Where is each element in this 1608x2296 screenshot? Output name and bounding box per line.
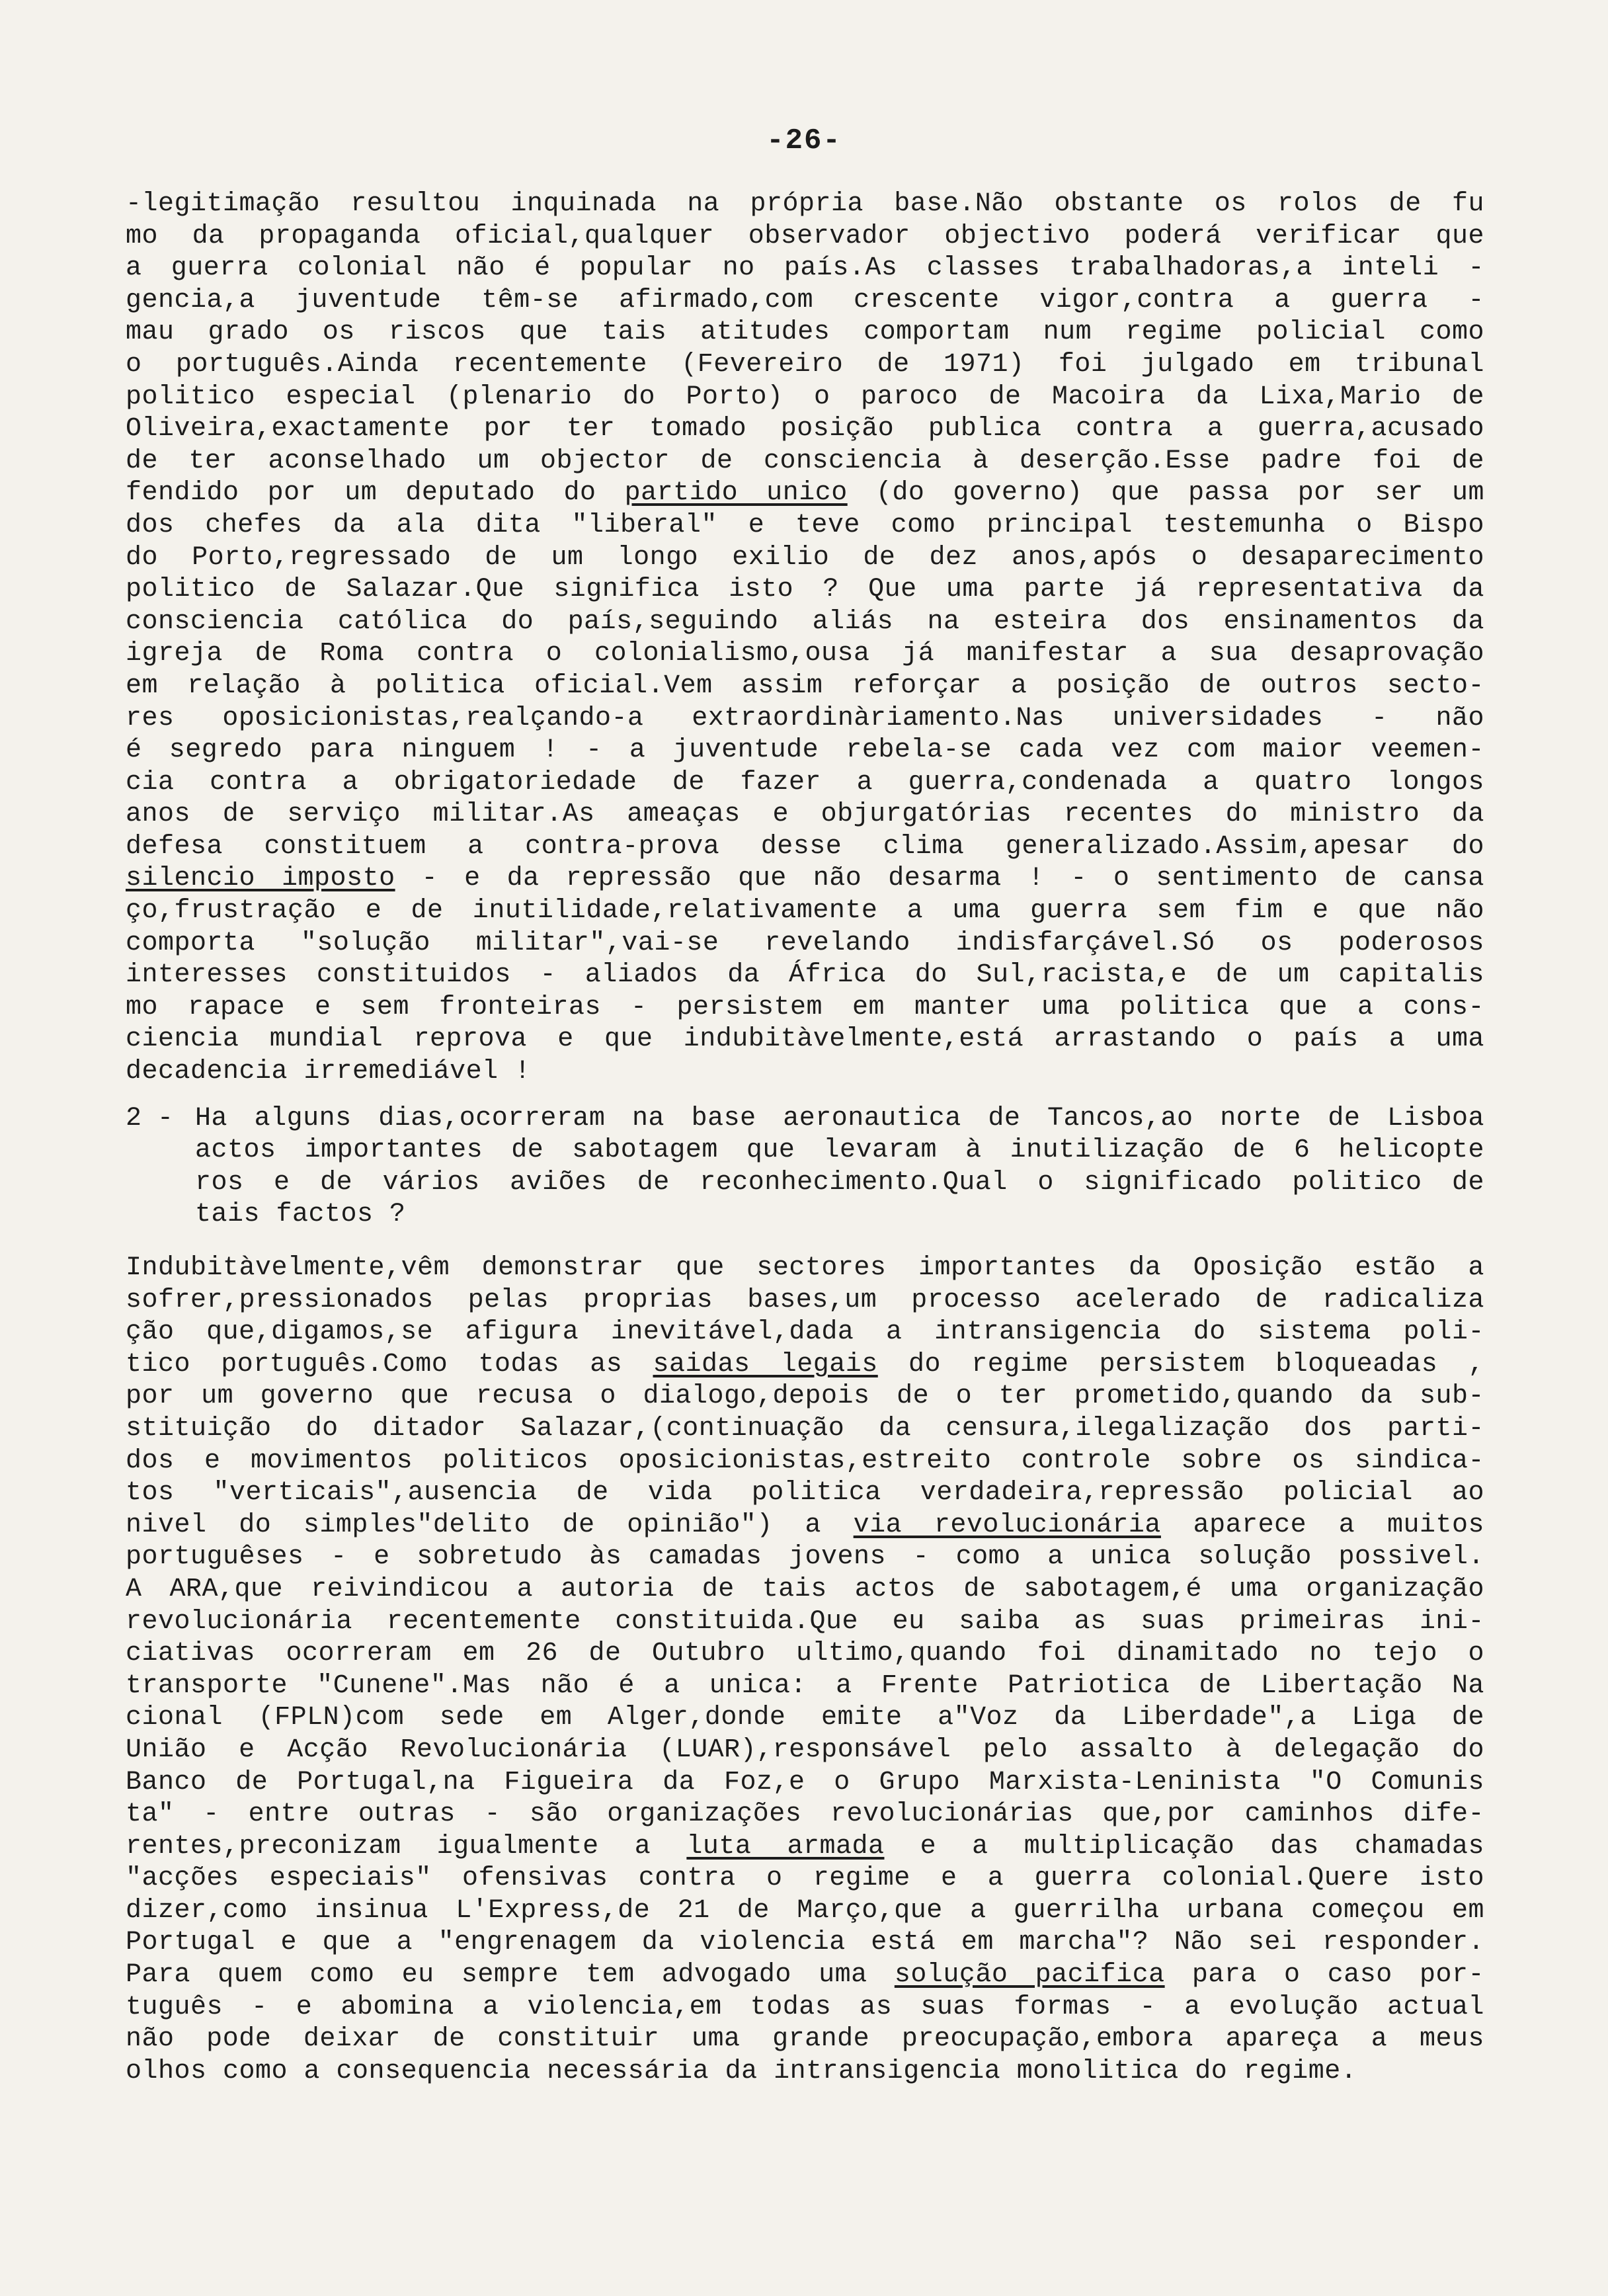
paragraph-1 [126, 188, 1484, 1088]
text-line: tuguês - e abomina a violencia,em todas as suas formas - a evolução actual [126, 1992, 1484, 2022]
text-line: ta" - entre outras - são organizações revolucionárias que,por caminhos dife- [126, 1799, 1484, 1830]
question-2 [126, 1103, 1484, 1231]
text-line: não pode deixar de constituir uma grande preocupação,embora apareça a meus [126, 2024, 1484, 2055]
text-line: res oposicionistas,realçando-a extraordinàriamento.Nas universidades - não [126, 703, 1484, 733]
text-line: tais factos ? [195, 1200, 406, 1230]
text-line: comporta "solução militar",vai-se revelando indisfarçável.Só os poderosos [126, 928, 1484, 958]
text-line: stituição do ditador Salazar,(continuação da censura,ilegalização dos parti- [126, 1413, 1484, 1444]
paragraph-3 [126, 1252, 1484, 2088]
text-line: é segredo para ninguem ! - a juventude rebela-se cada vez com maior veemen- [126, 735, 1484, 766]
text-line: anos de serviço militar.As ameaças e objurgatórias recentes do ministro da [126, 800, 1484, 830]
text-line: silencio imposto - e da repressão que não desarma ! - o sentimento de cansa [126, 864, 1484, 894]
text-line: decadencia irremediável ! [126, 1057, 531, 1087]
text-line: Oliveira,exactamente por ter tomado posição publica contra a guerra,acusado [126, 414, 1484, 444]
text-line: politico especial (plenario do Porto) o paroco de Macoira da Lixa,Mario de [126, 382, 1484, 412]
text-line: transporte "Cunene".Mas não é a unica: a Frente Patriotica de Libertação Na [126, 1670, 1484, 1701]
text-line: dos e movimentos politicos oposicionistas,estreito controle sobre os sindica- [126, 1446, 1484, 1476]
text-line: "acções especiais" ofensivas contra o regime e a guerra colonial.Quere isto [126, 1864, 1484, 1894]
text-line: União e Acção Revolucionária (LUAR),responsável pelo assalto à delegação do [126, 1735, 1484, 1765]
text-line: defesa constituem a contra-prova desse clima generalizado.Assim,apesar do [126, 831, 1484, 862]
text-line: revolucionária recentemente constituida.Que eu saiba as suas primeiras ini- [126, 1606, 1484, 1637]
text-line: sofrer,pressionados pelas proprias bases,um processo acelerado de radicaliza [126, 1285, 1484, 1315]
text-line: tico português.Como todas as saidas legais do regime persistem bloqueadas , [126, 1349, 1484, 1379]
text-line: Para quem como eu sempre tem advogado uma solução pacifica para o caso por- [126, 1960, 1484, 1990]
text-line: -legitimação resultou inquinada na própria base.Não obstante os rolos de fu [126, 189, 1484, 219]
question-2-text [195, 1103, 1484, 1231]
text-line: em relação à politica oficial.Vem assim reforçar a posição de outros secto- [126, 671, 1484, 701]
text-line: igreja de Roma contra o colonialismo,ousa já manifestar a sua desaprovação [126, 639, 1484, 669]
text-line: politico de Salazar.Que significa isto ? Que uma parte já representativa da [126, 575, 1484, 605]
text-line: a guerra colonial não é popular no país.As classes trabalhadoras,a inteli - [126, 253, 1484, 284]
text-line: ço,frustração e de inutilidade,relativamente a uma guerra sem fim e que não [126, 896, 1484, 926]
text-line: ção que,digamos,se afigura inevitável,dada a intransigencia do sistema poli- [126, 1317, 1484, 1348]
text-line: cional (FPLN)com sede em Alger,donde emite a"Voz da Liberdade",a Liga de [126, 1703, 1484, 1733]
text-line: Portugal e que a "engrenagem da violencia está em marcha"? Não sei responder. [126, 1928, 1484, 1958]
text-line: ciativas ocorreram em 26 de Outubro ultimo,quando foi dinamitado no tejo o [126, 1639, 1484, 1669]
text-line: por um governo que recusa o dialogo,depois de o ter prometido,quando da sub- [126, 1381, 1484, 1412]
text-line: portuguêses - e sobretudo às camadas jovens - como a unica solução possivel. [126, 1542, 1484, 1573]
text-line: mau grado os riscos que tais atitudes comportam num regime policial como [126, 317, 1484, 348]
document-body [126, 188, 1484, 2088]
text-line: rentes,preconizam igualmente a luta armada e a multiplicação das chamadas [126, 1831, 1484, 1862]
text-line: consciencia católica do país,seguindo aliás na esteira dos ensinamentos da [126, 606, 1484, 637]
text-line: gencia,a juventude têm-se afirmado,com crescente vigor,contra a guerra - [126, 285, 1484, 315]
text-line: Indubitàvelmente,vêm demonstrar que sectores importantes da Oposição estão a [126, 1253, 1484, 1283]
text-line: tos "verticais",ausencia de vida politica verdadeira,repressão policial ao [126, 1478, 1484, 1508]
text-line: ciencia mundial reprova e que indubitàvelmente,está arrastando o país a uma [126, 1024, 1484, 1055]
text-line: dizer,como insinua L'Express,de 21 de Março,que a guerrilha urbana começou em [126, 1895, 1484, 1926]
text-line: Banco de Portugal,na Figueira da Foz,e o Grupo Marxista-Leninista "O Comunis [126, 1767, 1484, 1797]
text-line: A ARA,que reivindicou a autoria de tais actos de sabotagem,é uma organização [126, 1574, 1484, 1604]
text-line: do Porto,regressado de um longo exilio de dez anos,após o desaparecimento [126, 542, 1484, 573]
text-line: fendido por um deputado do partido unico (do governo) que passa por ser um [126, 478, 1484, 509]
text-line: mo da propaganda oficial,qualquer observador objectivo poderá verificar que [126, 221, 1484, 251]
text-line: cia contra a obrigatoriedade de fazer a guerra,condenada a quatro longos [126, 767, 1484, 798]
text-line: olhos como a consequencia necessária da intransigencia monolitica do regime. [126, 2056, 1357, 2086]
text-line: interesses constituidos - aliados da África do Sul,racista,e de um capitalis [126, 960, 1484, 991]
text-line: mo rapace e sem fronteiras - persistem em manter uma politica que a cons- [126, 992, 1484, 1022]
text-line: nivel do simples"delito de opinião") a via revolucionária aparece a muitos [126, 1510, 1484, 1540]
page-number: -26- [766, 124, 842, 157]
text-line: de ter aconselhado um objector de consciencia à deserção.Esse padre foi de [126, 446, 1484, 476]
text-line: actos importantes de sabotagem que levaram à inutilização de 6 helicopte [195, 1135, 1484, 1166]
text-line: o português.Ainda recentemente (Fevereiro de 1971) foi julgado em tribunal [126, 349, 1484, 380]
text-line: Ha alguns dias,ocorreram na base aeronautica de Tancos,ao norte de Lisboa [195, 1103, 1484, 1133]
question-number: 2 - [126, 1103, 174, 1133]
text-line: ros e de vários aviões de reconhecimento.Qual o significado politico de [195, 1167, 1484, 1198]
text-line: dos chefes da ala dita "liberal" e teve como principal testemunha o Bispo [126, 510, 1484, 540]
